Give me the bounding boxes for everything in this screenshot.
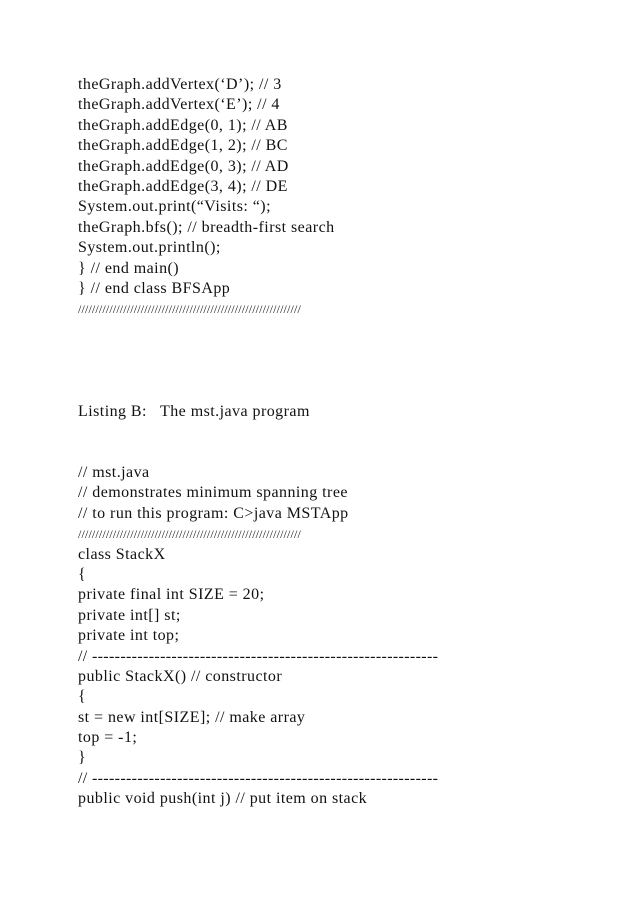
code-line: System.out.println(); [78, 239, 221, 257]
code-line: { [78, 565, 87, 583]
code-line: theGraph.addEdge(1, 2); // BC [78, 137, 288, 155]
code-line: class StackX [78, 545, 166, 563]
code-line: theGraph.addVertex(‘E’); // 4 [78, 96, 280, 114]
comment-separator-line: //////////////////////////////////////////////////////////////// [78, 302, 301, 317]
code-line: System.out.print(“Visits: “); [78, 198, 271, 216]
listing-title: Listing B: The mst.java program [78, 403, 310, 420]
code-line: // to run this program: C>java MSTApp [78, 504, 349, 522]
code-line: } [78, 749, 87, 767]
comment-divider-line: // ------------------------------------------------------------- [78, 769, 439, 787]
comment-divider-line: // ------------------------------------------------------------- [78, 647, 439, 665]
code-line: theGraph.addEdge(0, 3); // AD [78, 157, 289, 175]
code-line: st = new int[SIZE]; // make array [78, 708, 306, 726]
code-line: { [78, 688, 87, 706]
code-block-mst [78, 463, 438, 810]
code-line: theGraph.bfs(); // breadth-first search [78, 218, 335, 236]
code-line: public void push(int j) // put item on stack [78, 790, 368, 808]
code-line: private final int SIZE = 20; [78, 586, 265, 604]
code-line: private int top; [78, 627, 180, 645]
comment-separator-line: //////////////////////////////////////////////////////////////// [78, 527, 301, 542]
code-line: // mst.java [78, 464, 150, 481]
listing-heading [78, 402, 310, 422]
code-line: theGraph.addVertex(‘D’); // 3 [78, 76, 282, 93]
code-line: public StackX() // constructor [78, 667, 283, 685]
code-line: } // end main() [78, 259, 180, 277]
code-line: } // end class BFSApp [78, 279, 231, 297]
code-line: private int[] st; [78, 606, 181, 624]
code-line: // demonstrates minimum spanning tree [78, 484, 348, 502]
code-line: theGraph.addEdge(0, 1); // AB [78, 116, 288, 134]
code-line: top = -1; [78, 729, 138, 747]
code-block-bfs-app [78, 75, 335, 320]
code-line: theGraph.addEdge(3, 4); // DE [78, 177, 288, 195]
